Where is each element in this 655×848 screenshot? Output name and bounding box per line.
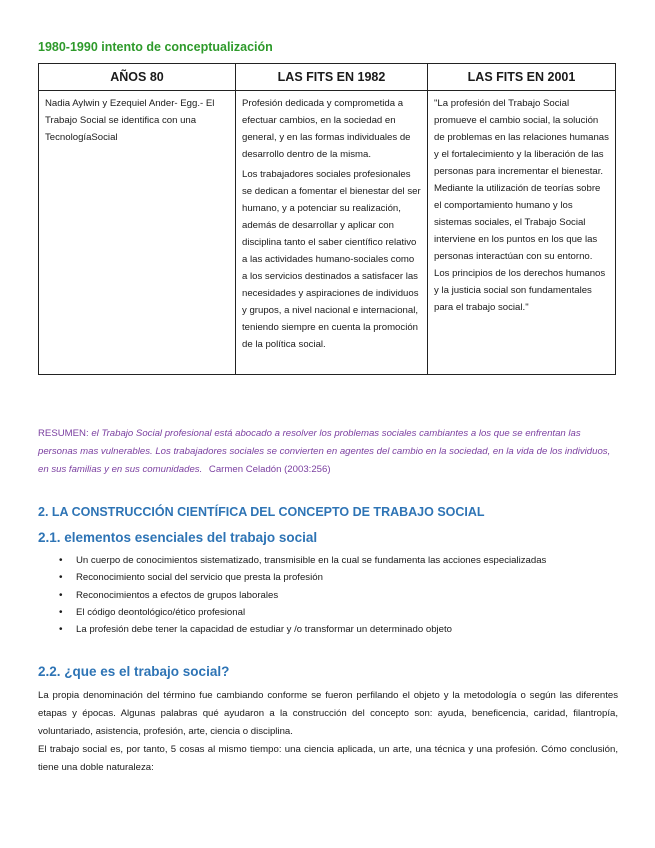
bullet-icon: •	[59, 572, 63, 584]
summary-citation: Carmen Celadón (2003:256)	[208, 464, 331, 475]
list-item	[38, 587, 618, 604]
list-item-text: Reconocimiento social del servicio que presta la profesión	[76, 572, 323, 584]
definitions-table	[38, 63, 616, 375]
header-fits-2001: LAS FITS EN 2001	[428, 64, 616, 91]
list-item	[38, 569, 618, 586]
bullet-icon: •	[59, 555, 63, 566]
cell-paragraph: Profesión dedicada y comprometida a efectuar cambios, en la sociedad en general, y en las formas individuales de desarrollo dentro de la misma.	[242, 98, 411, 160]
section-heading-1980-1990: 1980-1990 intento de conceptualización	[38, 40, 273, 54]
header-fits-1982: LAS FITS EN 1982	[236, 64, 428, 91]
list-item	[38, 621, 618, 638]
list-item-text: El código deontológico/ético profesional	[76, 606, 246, 618]
header-anos-80: AÑOS 80	[39, 64, 236, 91]
bullet-icon: •	[59, 624, 63, 636]
summary-label: RESUMEN:	[38, 428, 89, 439]
cell-paragraph: Mediante la utilización de teorías sobre el comportamiento humano y los sistemas sociales, el Trabajo Social interviene en los puntos en los que las personas interactúan con su entorno. Los principios de los derechos humanos y la justicia social son fundamentales para el trabajo social."	[434, 183, 606, 313]
list-item-text: La profesión debe tener la capacidad de estudiar y /o transformar un determinado objeto	[76, 624, 452, 636]
cell-fits-1982	[236, 91, 428, 375]
body-paragraph-1: La propia denominación del término fue cambiando conforme se fueron perfilando el objeto y la metodología o según las diferentes etapas y épocas. Algunas palabras qué ayudaron a la construcción del concepto son: ayuda, beneficencia, caridad, filantropía, voluntariado, asistencia, profesión, arte, ciencia o disciplina.	[38, 690, 618, 737]
cell-paragraph: "La profesión del Trabajo Social promueve el cambio social, la solución de problemas en las relaciones humanas y el fortalecimiento y la liberación de las personas para incrementar el bienestar.	[434, 98, 609, 177]
cell-text: Nadia Aylwin y Ezequiel Ander- Egg.- El Trabajo Social se identifica con una TecnologíaSocial	[45, 98, 215, 143]
cell-anos-80	[39, 91, 236, 375]
body-paragraph-2: El trabajo social es, por tanto, 5 cosas al mismo tiempo: una ciencia aplicada, un arte, una técnica y una profesión. Cómo conclusión, tiene una doble naturaleza:	[38, 744, 618, 773]
list-item	[38, 604, 618, 621]
essential-elements-list	[38, 552, 618, 638]
subsection-2-1-title: 2.1. elementos esenciales del trabajo social	[38, 530, 318, 545]
table-header-row	[39, 64, 616, 91]
list-item	[38, 552, 618, 569]
section-2-title: 2. LA CONSTRUCCIÓN CIENTÍFICA DEL CONCEPTO DE TRABAJO SOCIAL	[38, 505, 485, 519]
summary-text: el Trabajo Social profesional está abocado a resolver los problemas sociales cambiantes a los que se enfrentan las personas mas vulnerables. Los trabajadores sociales se convierten en agentes del cambio en la sociedad, en la vida de los individuos, en sus familias y en sus comunidades.	[38, 428, 611, 475]
bullet-icon: •	[59, 589, 63, 601]
cell-fits-2001	[428, 91, 616, 375]
list-item-text: Un cuerpo de conocimientos sistematizado, transmisible en la cual se fundamenta las acciones especializadas	[76, 555, 547, 566]
table-row	[39, 91, 616, 375]
cell-paragraph: Los trabajadores sociales profesionales se dedican a fomentar el bienestar del ser humano, y a potenciar su realización, además de desarrollar y aplicar con disciplina tanto el saber científico relativo a las actividades humano-sociales como a los servicios destinados a satisfacer las necesidades y aspiraciones de individuos y grupos, a nivel nacional e internacional, teniendo siempre en cuenta la promoción de la política social.	[242, 169, 421, 350]
summary-paragraph	[38, 425, 618, 479]
list-item-text: Reconocimientos a efectos de grupos laborales	[76, 589, 279, 601]
bullet-icon: •	[59, 606, 63, 618]
subsection-2-2-title: 2.2. ¿que es el trabajo social?	[38, 664, 230, 679]
